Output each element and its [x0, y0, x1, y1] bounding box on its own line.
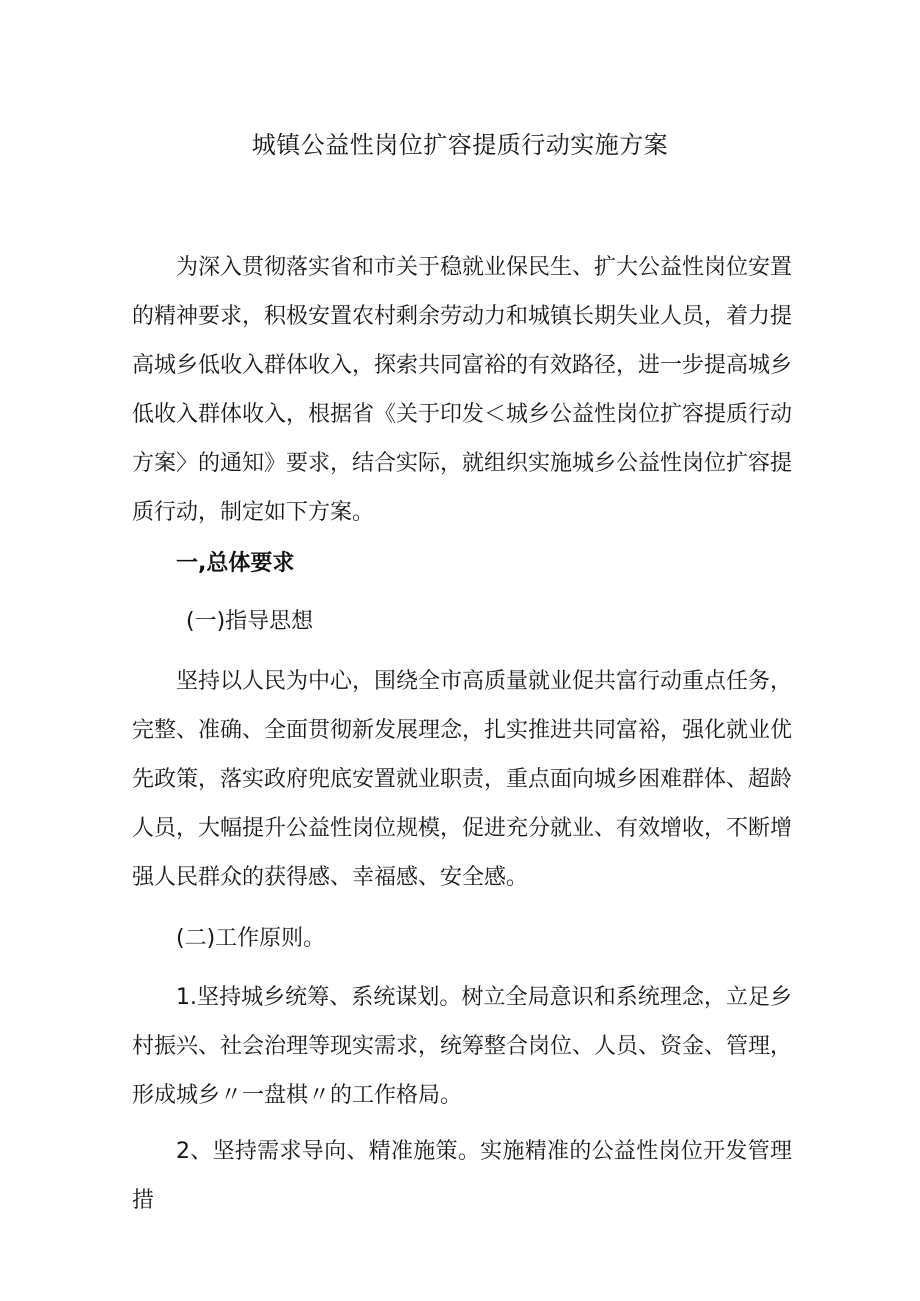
subsection-heading-guiding-ideology: (一)指导思想	[186, 609, 314, 634]
guiding-ideology-paragraph: 坚持以人民为中心，围绕全市高质量就业促共富行动重点任务，完整、准确、全面贯彻新发展理念，扎实推进共同富裕，强化就业优先政策，落实政府兜底安置就业职责，重点面向城乡困难群体、超龄人员，大幅提升公益性岗位规模，促进充分就业、有效增收，不断增强人民群众的获得感、幸福感、安全感。	[132, 669, 793, 890]
section-heading-general-requirements: 一,总体要求	[176, 551, 295, 576]
principle-2-paragraph: 2、坚持需求导向、精准施策。实施精准的公益性岗位开发管理措	[132, 1139, 792, 1213]
intro-paragraph: 为深入贯彻落实省和市关于稳就业保民生、扩大公益性岗位安置的精神要求，积极安置农村剩余劳动力和城镇长期失业人员，着力提高城乡低收入群体收入，探索共同富裕的有效路径，进一步提高城乡低收入群体收入，根据省《关于印发＜城乡公益性岗位扩容提质行动方案〉的通知》要求，结合实际，就组织实施城乡公益性岗位扩容提质行动，制定如下方案。	[132, 255, 793, 525]
document-title: 城镇公益性岗位扩容提质行动实施方案	[251, 131, 669, 159]
subsection-heading-work-principles: (二)工作原则。	[176, 926, 326, 951]
principle-1-paragraph: 1.坚持城乡统筹、系统谋划。树立全局意识和系统理念，立足乡村振兴、社会治理等现实需求，统筹整合岗位、人员、资金、管理，形成城乡〃一盘棋〃的工作格局。	[132, 985, 793, 1108]
